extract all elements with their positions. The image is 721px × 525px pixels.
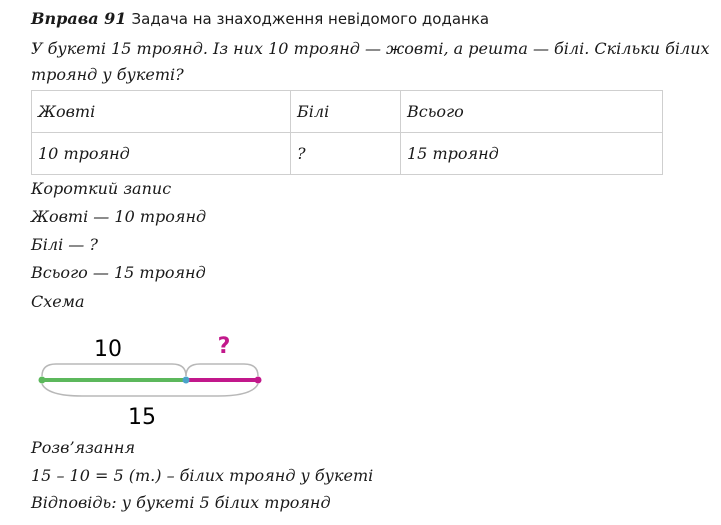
- total-label: 15: [128, 405, 156, 430]
- solution-equation: 15 – 10 = 5 (т.) – білих троянд у букеті: [31, 466, 374, 485]
- short-record-line: Жовті — 10 троянд: [31, 207, 207, 226]
- schema-diagram: [30, 318, 270, 433]
- data-table: [31, 90, 663, 175]
- top-bracket-known: [42, 364, 186, 376]
- segment-endpoint: [255, 377, 262, 384]
- table-cell: 15 троянд: [401, 133, 663, 175]
- exercise-title: [31, 8, 489, 30]
- short-record-heading: Короткий запис: [31, 179, 172, 198]
- solution-answer: Відповідь: у букеті 5 білих троянд: [31, 493, 331, 512]
- solution-heading: Розв’язання: [31, 438, 136, 457]
- table-header-cell: Всього: [401, 91, 663, 133]
- table-header-row: [32, 91, 663, 133]
- table-cell: 10 троянд: [32, 133, 291, 175]
- table-header-cell: Жовті: [32, 91, 291, 133]
- segment-endpoint: [39, 377, 46, 384]
- table-row: [32, 133, 663, 175]
- segment-midpoint: [183, 377, 190, 384]
- problem-line-2: троянд у букеті?: [31, 65, 184, 84]
- short-record-line: Білі — ?: [31, 235, 98, 254]
- unknown-part-label: ?: [217, 334, 231, 359]
- known-part-label: 10: [94, 337, 122, 362]
- short-record-line: Всього — 15 троянд: [31, 263, 206, 282]
- exercise-number: Вправа 91: [31, 9, 127, 28]
- top-bracket-unknown: [186, 364, 258, 376]
- bottom-bracket-total: [42, 384, 258, 396]
- schema-heading: Схема: [31, 292, 85, 311]
- problem-line-1: У букеті 15 троянд. Із них 10 троянд — жовті, а решта — білі. Скільки білих: [31, 39, 710, 58]
- exercise-topic: Задача на знаходження невідомого доданка: [131, 10, 490, 28]
- table-cell: ?: [291, 133, 401, 175]
- table-header-cell: Білі: [291, 91, 401, 133]
